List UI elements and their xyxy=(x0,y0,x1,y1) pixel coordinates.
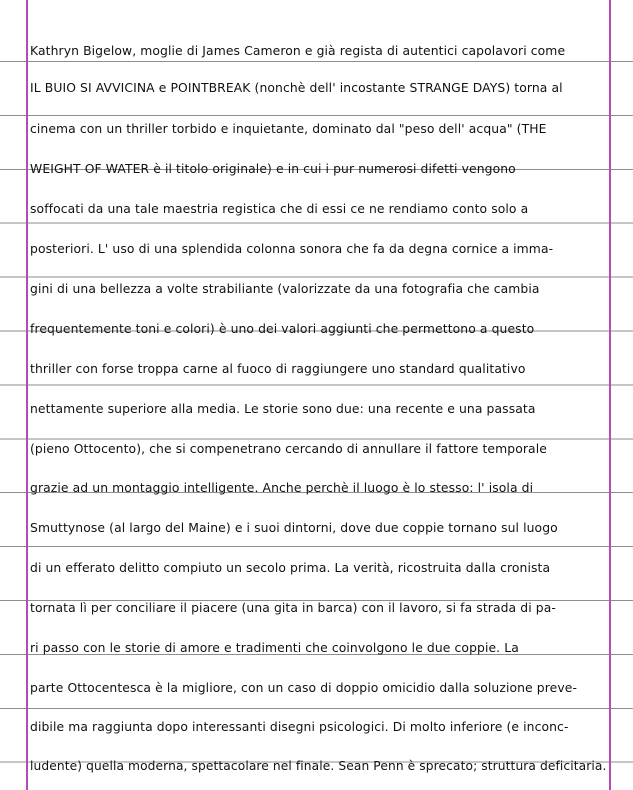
text-line-10: nettamente superiore alla media. Le storie sono due: una recente e una passata xyxy=(30,401,536,416)
text-line-18: dibile ma raggiunta dopo interessanti disegni psicologici. Di molto inferiore (e inconc- xyxy=(30,719,569,734)
text-line-16: ri passo con le storie di amore e tradimenti che coinvolgono le due coppie. La xyxy=(30,640,519,655)
text-line-11: (pieno Ottocento), che si compenetrano cercando di annullare il fattore temporale xyxy=(30,441,547,456)
text-line-5: soffocati da una tale maestria registica che di essi ce ne rendiamo conto solo a xyxy=(30,201,529,216)
text-line-7: gini di una bellezza a volte strabiliante (valorizzate da una fotografia che cambia xyxy=(30,281,540,296)
text-line-9: thriller con forse troppa carne al fuoco di raggiungere uno standard qualitativo xyxy=(30,361,526,376)
text-line-4: WEIGHT OF WATER è il titolo originale) e in cui i pur numerosi difetti vengono xyxy=(30,161,516,176)
text-line-3: cinema con un thriller torbido e inquietante, dominato dal "peso dell' acqua" (THE xyxy=(30,121,547,136)
left-margin-line xyxy=(26,0,28,790)
text-line-12: grazie ad un montaggio intelligente. Anche perchè il luogo è lo stesso: l' isola di xyxy=(30,480,534,495)
text-line-2: IL BUIO SI AVVICINA e POINTBREAK (nonchè dell' incostante STRANGE DAYS) torna al xyxy=(30,80,563,95)
text-line-1: Kathryn Bigelow, moglie di James Cameron e già regista di autentici capolavori come xyxy=(30,43,566,58)
text-line-13: Smuttynose (al largo del Maine) e i suoi dintorni, dove due coppie tornano sul luogo xyxy=(30,520,558,535)
text-line-17: parte Ottocentesca è la migliore, con un caso di doppio omicidio dalla soluzione preve- xyxy=(30,680,578,695)
text-line-6: posteriori. L' uso di una splendida colonna sonora che fa da degna cornice a imma- xyxy=(30,241,554,256)
text-line-19: ludente) quella moderna, spettacolare nel finale. Sean Penn è sprecato; struttura deficitaria. xyxy=(30,758,607,773)
right-margin-line xyxy=(609,0,611,790)
text-line-14: di un efferato delitto compiuto un secolo prima. La verità, ricostruita dalla cronista xyxy=(30,560,551,575)
text-line-15: tornata lì per conciliare il piacere (una gita in barca) con il lavoro, si fa strada di pa- xyxy=(30,600,556,615)
text-line-8: frequentemente toni e colori) è uno dei valori aggiunti che permettono a questo xyxy=(30,321,535,336)
